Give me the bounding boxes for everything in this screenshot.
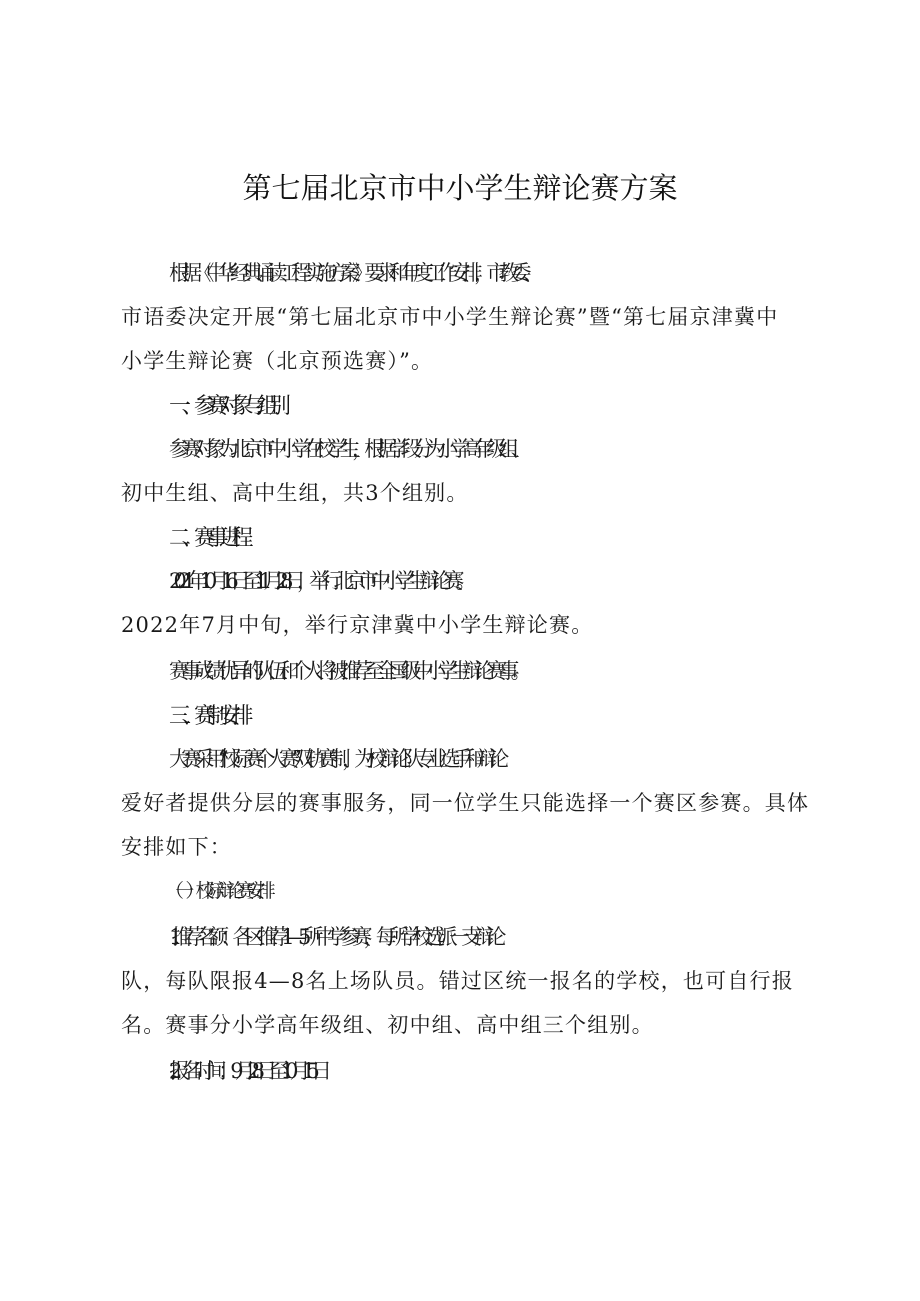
section3-line-2: 爱好者提供分层的赛事服务，同一位学生只能选择一个赛区参赛。具体 (121, 791, 810, 815)
intro-line-1: 根据《中华经典诵读工程实施方案》要求和年度工作安排，市教委、 (169, 261, 535, 285)
intro-line-2: 市语委决定开展“第七届北京市中小学生辩论赛”暨“第七届京津冀中 (121, 305, 779, 329)
section-heading-3: 三、赛制安排 (169, 704, 245, 729)
section2-line-1: 2021年10月16日至11月28日，举行北京市中小学生辩论赛。 (169, 569, 468, 593)
document-title: 第七届北京市中小学生辩论赛方案 (242, 171, 678, 205)
item2-line: 2 .报名时间：9月28日至10月15日 (169, 1059, 324, 1083)
section3-line-1: 大赛采用“校际赛-个人赛”双轨赛制，为校辩论队专业选手和辩论 (169, 747, 501, 771)
section-heading-2: 二、赛事进程 (169, 526, 245, 551)
section3-line-3: 安排如下： (121, 835, 232, 859)
section2-line-2: 2022年7月中旬，举行京津冀中小学生辩论赛。 (121, 613, 594, 637)
section-heading-1: 一、参赛对象与组别 (169, 394, 282, 419)
section1-line-2: 初中生组、高中生组，共3个组别。 (121, 481, 469, 505)
item1-line-3: 名。赛事分小学高年级组、初中组、高中组三个组别。 (121, 1013, 654, 1037)
item1-line-2: 队，每队限报4—8名上场队员。错过区统一报名的学校，也可自行报 (121, 969, 794, 993)
section1-line-1: 参赛对象为北京市中小学在校学生，根据学段分为小学高年级组、 (169, 437, 523, 461)
subsection-heading: （一）校际辩论赛安排 (165, 880, 268, 902)
item1-line-1: 1.推荐名额：各区推荐1—5所中学参赛，每所学校选派一支辩论 (169, 925, 498, 949)
intro-line-3: 小学生辩论赛（北京预选赛）”。 (121, 349, 434, 373)
section2-line-3: 赛事成绩优异的队伍和个人将被推荐至全国级中小学生辩论赛事。 (169, 659, 523, 683)
